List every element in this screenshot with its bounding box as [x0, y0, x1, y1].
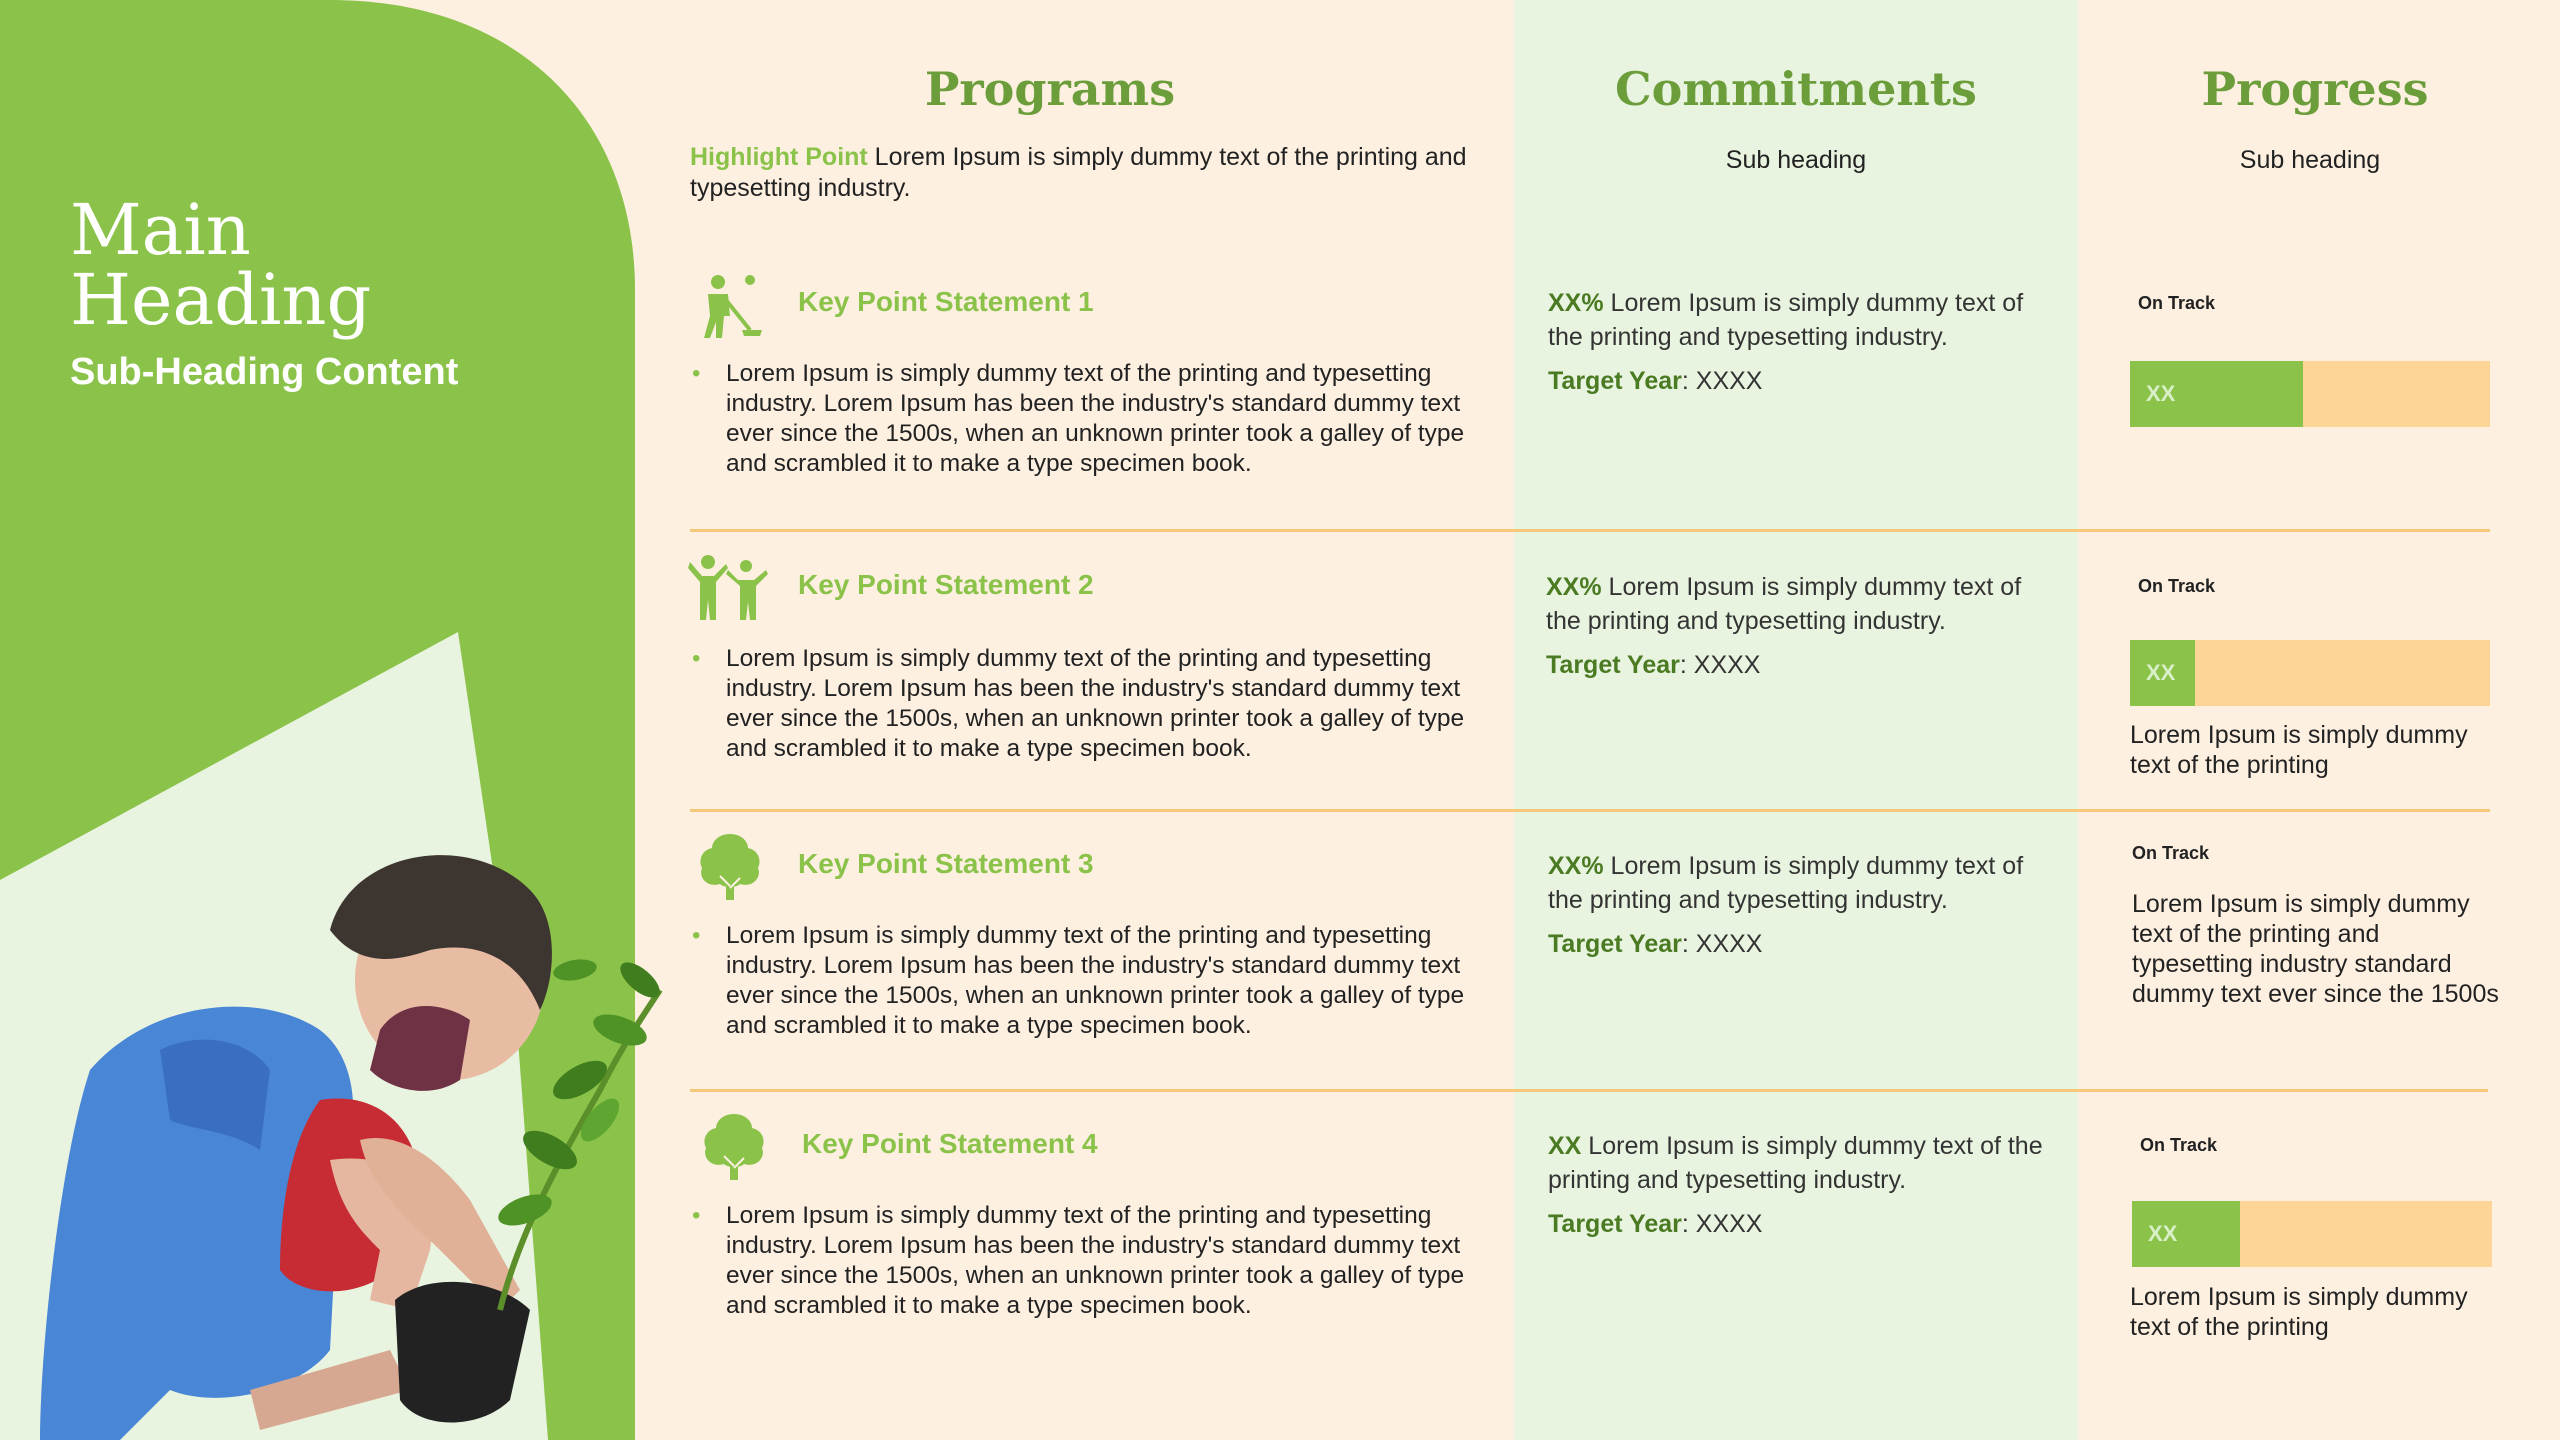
- key-point-body-2: [690, 644, 1470, 764]
- status-badge-1: On Track: [2138, 293, 2216, 313]
- key-point-body-1: [690, 359, 1470, 479]
- target-year-value: : XXXX: [1681, 1210, 1763, 1238]
- key-point-bullet: • Lorem Ipsum is simply dummy text of the printing and typesetting industry. Lorem Ipsum has been the industry's standard dummy text ever since the 1500s, when an unknown printer took a galley of type and scrambled it to make a type specimen book.: [726, 644, 1470, 764]
- row-divider: [690, 529, 2490, 532]
- main-heading: [70, 189, 458, 341]
- row-divider: [690, 809, 2490, 812]
- highlight-label: Highlight Point: [690, 143, 868, 171]
- progress-bar-1: [2130, 361, 2490, 427]
- programs-title: Programs: [924, 62, 1176, 116]
- target-year: [1546, 648, 2056, 682]
- progress-bar-label: XX: [2148, 1221, 2178, 1246]
- gardener-icon: [694, 272, 764, 342]
- target-year-label: Target Year: [1546, 651, 1680, 679]
- progress-title: Progress: [2201, 62, 2429, 116]
- commitment-text: Lorem Ipsum is simply dummy text of the printing and typesetting industry.: [1546, 573, 2022, 635]
- sub-heading: Sub-Heading Content: [70, 351, 459, 393]
- target-year-label: Target Year: [1548, 367, 1682, 395]
- main-heading-line1: Main: [70, 189, 251, 271]
- key-point-bullet: • Lorem Ipsum is simply dummy text of the printing and typesetting industry. Lorem Ipsum has been the industry's standard dummy text ever since the 1500s, when an unknown printer took a galley of type and scrambled it to make a type specimen book.: [726, 359, 1470, 479]
- target-year-label: Target Year: [1548, 1210, 1682, 1238]
- commitments-subheading: Sub heading: [1725, 146, 1867, 174]
- boy-planting-photo: [0, 830, 680, 1440]
- target-year: [1548, 927, 2058, 961]
- row-divider: [690, 1089, 2488, 1092]
- commitment-3: [1548, 849, 2058, 961]
- commitments-title: Commitments: [1615, 62, 1977, 116]
- progress-bar-2: [2130, 640, 2490, 706]
- target-year-value: : XXXX: [1681, 367, 1763, 395]
- commitment-2: [1546, 570, 2056, 682]
- progress-bar-4: [2132, 1201, 2492, 1267]
- key-point-title-4: Key Point Statement 4: [802, 1128, 1098, 1159]
- progress-bar-label: XX: [2146, 381, 2176, 406]
- key-point-title-2: Key Point Statement 2: [798, 569, 1094, 600]
- target-year: [1548, 1207, 2058, 1241]
- hero-block: [70, 189, 459, 394]
- key-point-body-4: [690, 1201, 1470, 1321]
- key-point-body-3: [690, 921, 1470, 1041]
- commitment-1: [1548, 286, 2058, 398]
- tree-icon: [702, 1112, 766, 1182]
- target-year-label: Target Year: [1548, 930, 1682, 958]
- highlight-point: [690, 142, 1470, 204]
- status-badge-3: On Track: [2132, 843, 2210, 863]
- commitment-percent: XX%: [1548, 289, 1604, 317]
- people-icon: [688, 552, 768, 622]
- commitment-text: Lorem Ipsum is simply dummy text of the printing and typesetting industry.: [1548, 1132, 2043, 1194]
- key-point-bullet: • Lorem Ipsum is simply dummy text of the printing and typesetting industry. Lorem Ipsum has been the industry's standard dummy text ever since the 1500s, when an unknown printer took a galley of type and scrambled it to make a type specimen book.: [726, 1201, 1470, 1321]
- progress-subheading: Sub heading: [2239, 146, 2381, 174]
- target-year: [1548, 364, 2058, 398]
- commitment-text: Lorem Ipsum is simply dummy text of the printing and typesetting industry.: [1548, 852, 2024, 914]
- commitment-percent: XX%: [1546, 573, 1602, 601]
- target-year-value: : XXXX: [1679, 651, 1761, 679]
- progress-bar-label: XX: [2146, 660, 2176, 685]
- commitment-4: [1548, 1129, 2058, 1241]
- tree-icon: [698, 832, 762, 902]
- main-heading-line2: Heading: [70, 259, 372, 341]
- key-point-title-1: Key Point Statement 1: [798, 286, 1094, 317]
- status-badge-2: On Track: [2138, 576, 2216, 596]
- key-point-title-3: Key Point Statement 3: [798, 848, 1094, 879]
- highlight-text: Lorem Ipsum is simply dummy text of the printing and typesetting industry.: [690, 143, 1467, 202]
- target-year-value: : XXXX: [1681, 930, 1763, 958]
- progress-note-4: Lorem Ipsum is simply dummy text of the printing: [2130, 1283, 2468, 1341]
- status-badge-4: On Track: [2140, 1135, 2218, 1155]
- key-point-bullet: • Lorem Ipsum is simply dummy text of the printing and typesetting industry. Lorem Ipsum has been the industry's standard dummy text ever since the 1500s, when an unknown printer took a galley of type and scrambled it to make a type specimen book.: [726, 921, 1470, 1041]
- commitment-percent: XX: [1548, 1132, 1582, 1160]
- commitment-percent: XX%: [1548, 852, 1604, 880]
- progress-note-3: Lorem Ipsum is simply dummy text of the printing and typesetting industry standard dummy text ever since the 1500s: [2132, 890, 2499, 1008]
- commitment-text: Lorem Ipsum is simply dummy text of the printing and typesetting industry.: [1548, 289, 2024, 351]
- progress-note-2: Lorem Ipsum is simply dummy text of the printing: [2130, 721, 2468, 779]
